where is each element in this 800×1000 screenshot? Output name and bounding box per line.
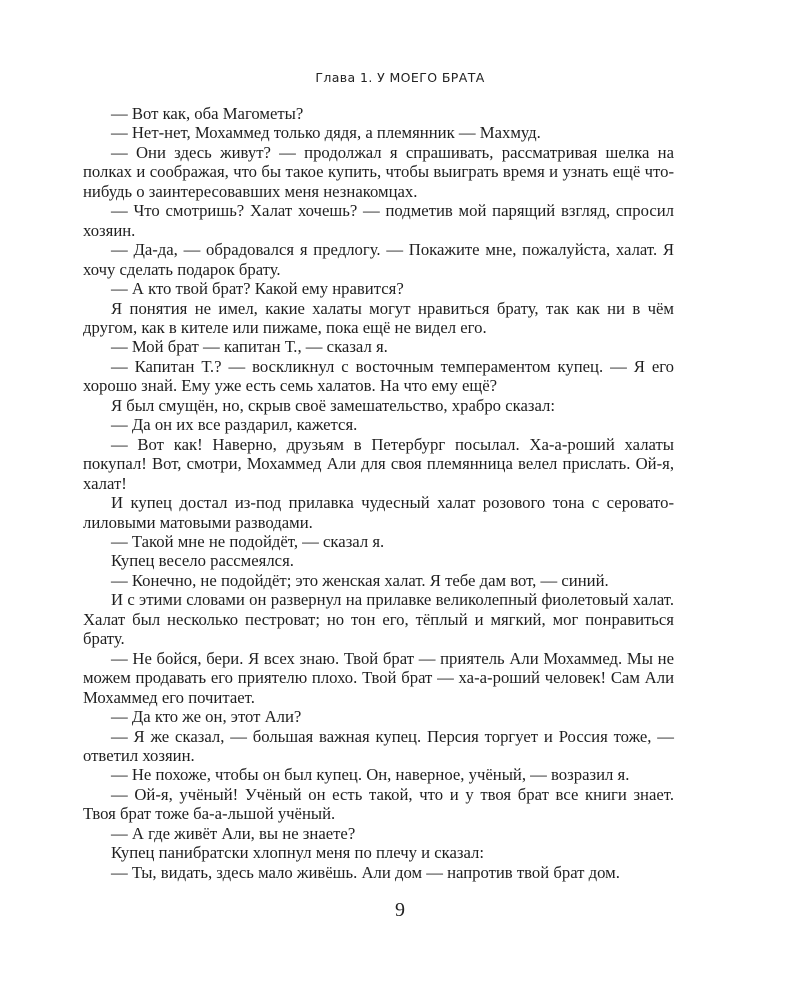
paragraph: — Ой-я, учёный! Учёный он есть такой, что и у твоя брат все книги знает. Твоя брат тоже ба-а-льшой учёный. [83, 784, 674, 824]
paragraph: — Мой брат — капитан Т., — сказал я. [111, 337, 388, 357]
paragraph: — Такой мне не подойдёт, — сказал я. [111, 531, 385, 551]
paragraph: — Не похоже, чтобы он был купец. Он, наверное, учёный, — возразил я. [111, 765, 630, 785]
paragraph: Купец панибратски хлопнул меня по плечу и сказал: [111, 843, 484, 863]
paragraph: И с этими словами он развернул на прилавке великолепный фиолетовый халат. Халат был несколько пестроват; но тон его, тёплый и мягкий, мог понравиться брату. [83, 590, 674, 649]
paragraph: — А кто твой брат? Какой ему нравится? [111, 279, 404, 299]
paragraph: — Вот как, оба Магометы? [111, 104, 304, 123]
paragraph: Я был смущён, но, скрыв своё замешательство, храбро сказал: [111, 395, 555, 415]
paragraph: — Конечно, не подойдёт; это женская халат. Я тебе дам вот, — синий. [111, 570, 609, 590]
running-header: Глава 1. У МОЕГО БРАТА [315, 70, 485, 85]
page-number: 9 [395, 899, 405, 921]
paragraph: — Да-да, — обрадовался я предлогу. — Покажите мне, пожалуйста, халат. Я хочу сделать подарок брату. [83, 240, 674, 279]
paragraph: — Да он их все раздарил, кажется. [111, 415, 358, 435]
paragraph: Я понятия не имел, какие халаты могут нравиться брату, так как ни в чём другом, как в кителе или пижаме, пока ещё не видел его. [83, 298, 674, 337]
page-body [83, 104, 674, 882]
paragraph: — Вот как! Наверно, друзьям в Петербург посылал. Ха-а-роший халаты покупал! Вот, смотри, Мохаммед Али для своя племянница велел прислать. Ой-я, халат! [83, 434, 674, 493]
paragraph: — Не бойся, бери. Я всех знаю. Твой брат — приятель Али Мохаммед. Мы не можем продавать его приятелю плохо. Твой брат — ха-а-роший человек! Сам Али Мохаммед его почитает. [83, 648, 674, 707]
paragraph: — Нет-нет, Мохаммед только дядя, а племянник — Махмуд. [111, 123, 541, 143]
paragraph: — Они здесь живут? — продолжал я спрашивать, рассматривая шелка на полках и соображая, что бы такое купить, чтобы выиграть время и узнать ещё что-нибудь о заинтересовавших меня незнакомцах. [83, 142, 674, 201]
paragraph: — Что смотришь? Халат хочешь? — подметив мой парящий взгляд, спросил хозяин. [83, 201, 674, 240]
paragraph: — Капитан Т.? — воскликнул с восточным темпераментом купец. — Я его хорошо знай. Ему уже есть семь халатов. На что ему ещё? [83, 356, 674, 396]
paragraph: — Я же сказал, — большая важная купец. Персия торгует и Россия тоже, — ответил хозяин. [83, 726, 674, 765]
paragraph: Купец весело рассмеялся. [111, 551, 294, 571]
paragraph: И купец достал из-под прилавка чудесный халат розового тона с серовато-лиловыми матовыми разводами. [83, 493, 674, 532]
paragraph: — Да кто же он, этот Али? [111, 707, 302, 727]
paragraph: — А где живёт Али, вы не знаете? [111, 823, 356, 843]
paragraph: — Ты, видать, здесь мало живёшь. Али дом — напротив твой брат дом. [111, 862, 620, 882]
